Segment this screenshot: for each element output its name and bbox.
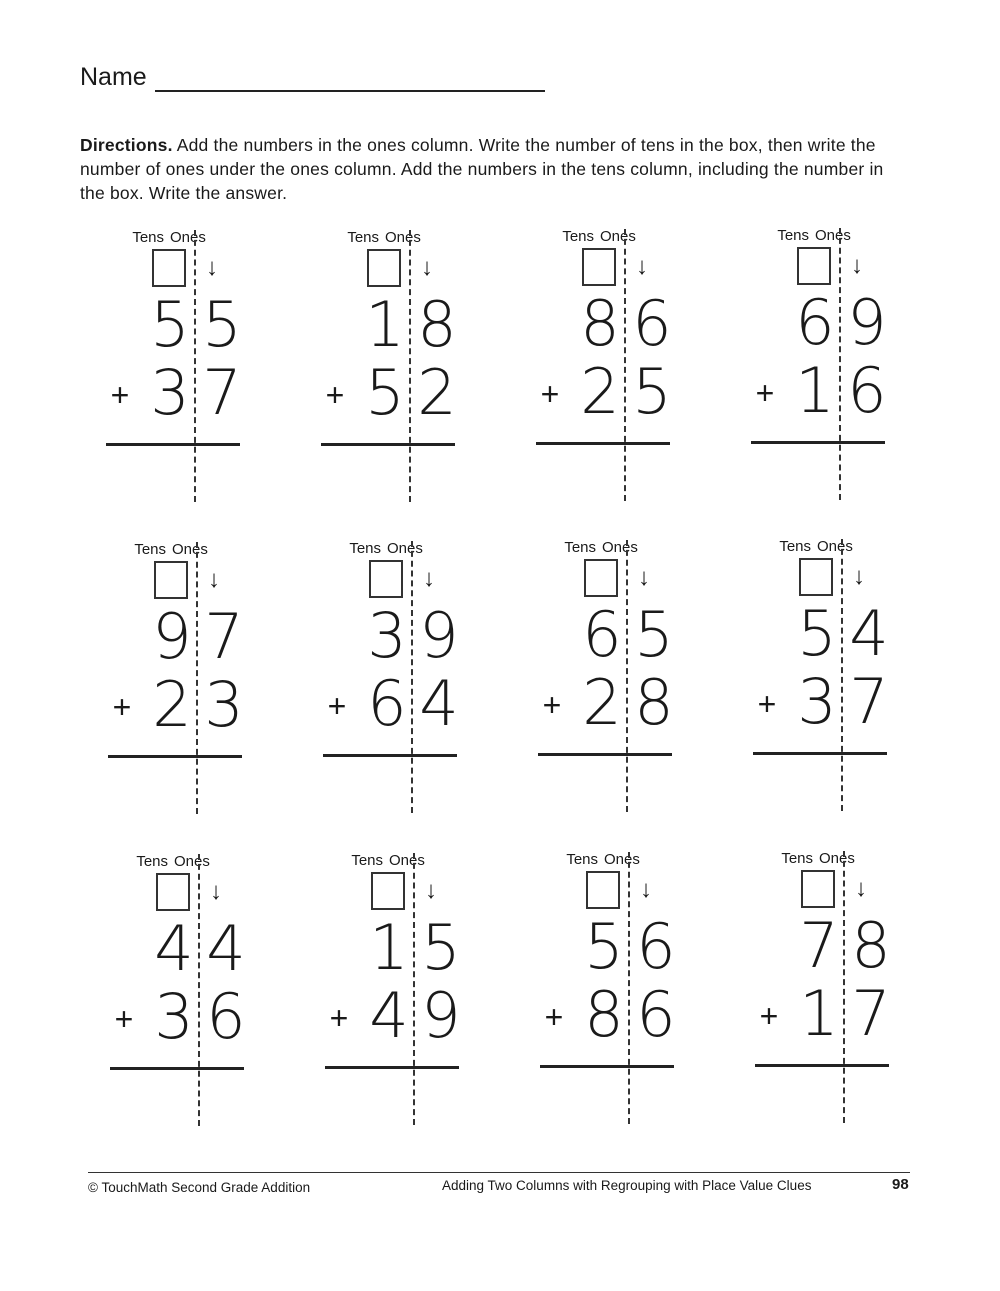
problem-6 (323, 540, 483, 840)
down-arrow-icon: ↓ (425, 877, 437, 904)
addend-1-tens: 6 (582, 598, 622, 671)
addend-1-tens: 9 (152, 600, 192, 673)
addend-2-ones: 6 (206, 980, 246, 1053)
directions (80, 133, 910, 205)
carry-box[interactable] (801, 870, 835, 908)
footer-divider (88, 1172, 910, 1173)
problem-10 (325, 852, 485, 1152)
addend-2-tens: 5 (365, 356, 405, 429)
tens-header: Tens (562, 228, 594, 245)
addend-2-tens: 2 (580, 355, 620, 428)
down-arrow-icon: ↓ (423, 565, 435, 592)
down-arrow-icon: ↓ (210, 878, 222, 905)
addend-1-tens: 4 (154, 912, 194, 985)
carry-box[interactable] (371, 872, 405, 910)
addend-2-ones: 8 (634, 666, 674, 739)
plus-sign: + (540, 376, 560, 412)
answer-line[interactable] (753, 752, 887, 755)
ones-header: Ones (819, 850, 855, 867)
addend-2-ones: 7 (851, 977, 891, 1050)
tens-header: Tens (777, 227, 809, 244)
addend-2-tens: 8 (584, 978, 624, 1051)
carry-box[interactable] (154, 561, 188, 599)
plus-sign: + (757, 686, 777, 722)
plus-sign: + (325, 377, 345, 413)
answer-line[interactable] (323, 754, 457, 757)
tens-header: Tens (132, 229, 164, 246)
carry-box[interactable] (152, 249, 186, 287)
tens-header: Tens (781, 850, 813, 867)
down-arrow-icon: ↓ (855, 875, 867, 902)
down-arrow-icon: ↓ (638, 564, 650, 591)
addend-1-tens: 8 (580, 287, 620, 360)
problem-7 (538, 539, 698, 839)
answer-line[interactable] (540, 1065, 674, 1068)
ones-header: Ones (170, 229, 206, 246)
footer-subtitle: Adding Two Columns with Regrouping with Place Value Clues (442, 1178, 812, 1193)
addend-1-ones: 4 (849, 597, 889, 670)
place-value-divider (411, 541, 413, 813)
plus-sign: + (110, 377, 130, 413)
tens-header: Tens (347, 229, 379, 246)
answer-line[interactable] (321, 443, 455, 446)
addend-1-ones: 9 (847, 286, 887, 359)
ones-header: Ones (604, 851, 640, 868)
name-field[interactable] (155, 64, 545, 92)
problem-3 (536, 228, 696, 528)
problem-2 (321, 229, 481, 529)
place-value-divider (196, 542, 198, 814)
down-arrow-icon: ↓ (636, 253, 648, 280)
problem-9 (110, 853, 270, 1153)
addend-1-tens: 6 (795, 286, 835, 359)
answer-line[interactable] (325, 1066, 459, 1069)
addend-2-ones: 2 (417, 356, 457, 429)
footer-copyright: © TouchMath Second Grade Addition (88, 1180, 311, 1195)
tens-header: Tens (779, 538, 811, 555)
addend-1-ones: 7 (204, 600, 244, 673)
addend-1-tens: 7 (799, 909, 839, 982)
problem-11 (540, 851, 700, 1151)
ones-header: Ones (385, 229, 421, 246)
addend-1-ones: 5 (634, 598, 674, 671)
place-value-divider (409, 230, 411, 502)
addend-2-ones: 3 (204, 668, 244, 741)
place-value-divider (626, 540, 628, 812)
addend-2-ones: 6 (847, 354, 887, 427)
addend-1-tens: 3 (367, 599, 407, 672)
addend-2-ones: 7 (849, 665, 889, 738)
ones-header: Ones (817, 538, 853, 555)
answer-line[interactable] (538, 753, 672, 756)
carry-box[interactable] (584, 559, 618, 597)
down-arrow-icon: ↓ (851, 252, 863, 279)
down-arrow-icon: ↓ (853, 563, 865, 590)
addend-2-tens: 3 (154, 980, 194, 1053)
tens-header: Tens (134, 541, 166, 558)
problem-12 (755, 850, 915, 1150)
addend-2-tens: 3 (797, 665, 837, 738)
down-arrow-icon: ↓ (208, 566, 220, 593)
carry-box[interactable] (797, 247, 831, 285)
addend-2-tens: 6 (367, 667, 407, 740)
ones-header: Ones (387, 540, 423, 557)
place-value-divider (413, 853, 415, 1125)
problem-1 (106, 229, 266, 529)
plus-sign: + (755, 375, 775, 411)
answer-line[interactable] (110, 1067, 244, 1070)
down-arrow-icon: ↓ (421, 254, 433, 281)
answer-line[interactable] (755, 1064, 889, 1067)
addend-2-tens: 1 (795, 354, 835, 427)
addend-1-ones: 6 (636, 910, 676, 983)
addend-1-tens: 1 (369, 911, 409, 984)
plus-sign: + (329, 1000, 349, 1036)
place-value-divider (194, 230, 196, 502)
carry-box[interactable] (369, 560, 403, 598)
plus-sign: + (544, 999, 564, 1035)
tens-header: Tens (349, 540, 381, 557)
ones-header: Ones (815, 227, 851, 244)
addend-1-ones: 6 (632, 287, 672, 360)
tens-header: Tens (351, 852, 383, 869)
addend-2-ones: 4 (419, 667, 459, 740)
ones-header: Ones (389, 852, 425, 869)
addend-2-tens: 2 (582, 666, 622, 739)
addend-1-ones: 5 (202, 288, 242, 361)
answer-line[interactable] (106, 443, 240, 446)
addend-1-tens: 1 (365, 288, 405, 361)
carry-box[interactable] (586, 871, 620, 909)
page-number: 98 (892, 1176, 909, 1193)
problem-4 (751, 227, 911, 527)
answer-line[interactable] (536, 442, 670, 445)
ones-header: Ones (602, 539, 638, 556)
carry-box[interactable] (799, 558, 833, 596)
plus-sign: + (759, 998, 779, 1034)
place-value-divider (839, 228, 841, 500)
name-row (80, 62, 545, 92)
tens-header: Tens (564, 539, 596, 556)
name-label: Name (80, 63, 147, 91)
addend-2-tens: 4 (369, 979, 409, 1052)
plus-sign: + (112, 689, 132, 725)
addend-1-tens: 5 (150, 288, 190, 361)
plus-sign: + (114, 1001, 134, 1037)
addend-2-ones: 5 (632, 355, 672, 428)
addend-2-ones: 6 (636, 978, 676, 1051)
carry-box[interactable] (582, 248, 616, 286)
tens-header: Tens (136, 853, 168, 870)
addend-1-ones: 8 (851, 909, 891, 982)
down-arrow-icon: ↓ (206, 254, 218, 281)
addend-1-tens: 5 (797, 597, 837, 670)
addend-1-ones: 4 (206, 912, 246, 985)
tens-header: Tens (566, 851, 598, 868)
plus-sign: + (327, 688, 347, 724)
addend-1-ones: 5 (421, 911, 461, 984)
ones-header: Ones (174, 853, 210, 870)
addend-2-ones: 9 (421, 979, 461, 1052)
place-value-divider (841, 539, 843, 811)
carry-box[interactable] (156, 873, 190, 911)
plus-sign: + (542, 687, 562, 723)
addend-2-tens: 3 (150, 356, 190, 429)
addend-1-tens: 5 (584, 910, 624, 983)
down-arrow-icon: ↓ (640, 876, 652, 903)
addend-2-ones: 7 (202, 356, 242, 429)
addend-1-ones: 8 (417, 288, 457, 361)
directions-text: Add the numbers in the ones column. Write the number of tens in the box, then write the number of ones under the ones column. Add the numbers in the tens column, including the number in the box. Write the answer. (80, 135, 884, 203)
problem-5 (108, 541, 268, 841)
directions-lead: Directions. (80, 135, 173, 155)
ones-header: Ones (600, 228, 636, 245)
place-value-divider (198, 854, 200, 1126)
carry-box[interactable] (367, 249, 401, 287)
addend-2-tens: 2 (152, 668, 192, 741)
ones-header: Ones (172, 541, 208, 558)
answer-line[interactable] (108, 755, 242, 758)
place-value-divider (624, 229, 626, 501)
place-value-divider (628, 852, 630, 1124)
problem-8 (753, 538, 913, 838)
addend-2-tens: 1 (799, 977, 839, 1050)
addend-1-ones: 9 (419, 599, 459, 672)
answer-line[interactable] (751, 441, 885, 444)
place-value-divider (843, 851, 845, 1123)
